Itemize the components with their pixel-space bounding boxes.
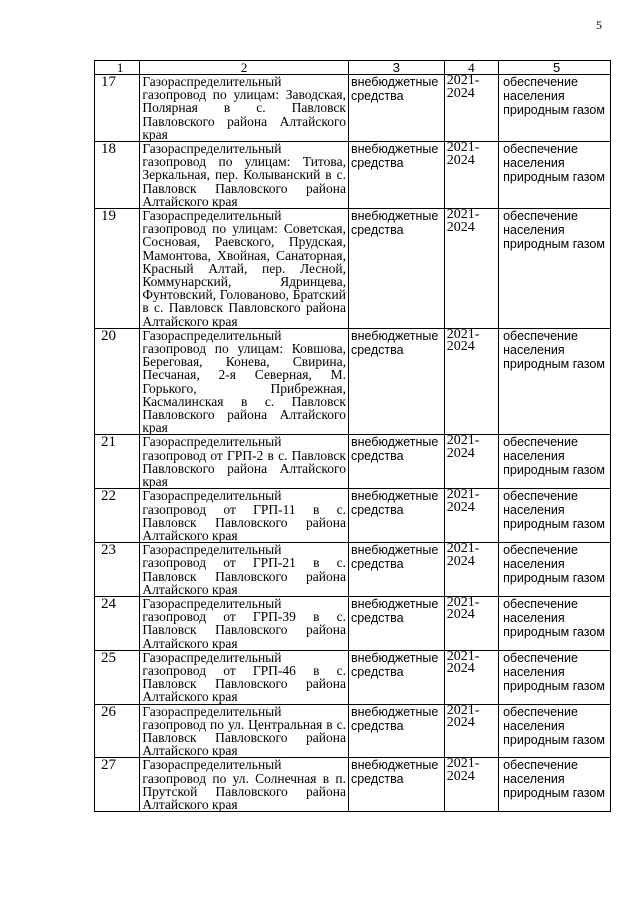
object-name-cell: Газораспределительный газопровод по ул. Центральная в с. Павловск Павловского района Алтайского края — [140, 704, 349, 758]
object-name-cell: Газораспределительный газопровод по улицам: Титова, Зеркальная, пер. Колыванский в с. Павловск Павловского района Алтайского края — [140, 142, 349, 209]
table-row — [95, 650, 611, 704]
expected-result-cell: обеспечение населения природным газом — [499, 704, 611, 758]
object-name-cell: Газораспределительный газопровод по улицам: Ковшова, Береговая, Конева, Свирина, Песчаная, 2-я Северная, М. Горького, Прибрежная, Касмалинская в с. Павловск Павловского района Алтайского края — [140, 328, 349, 435]
period-end: 2024 — [446, 715, 475, 731]
period-cell — [444, 704, 498, 758]
expected-result-cell: обеспечение населения природным газом — [499, 209, 611, 329]
period-start: 2021- — [446, 207, 480, 223]
row-number: 24 — [95, 596, 140, 650]
funding-source-cell: внебюджетные средства — [348, 328, 444, 435]
row-number: 25 — [95, 650, 140, 704]
expected-result-cell: обеспечение населения природным газом — [499, 142, 611, 209]
expected-result-cell: обеспечение населения природным газом — [499, 650, 611, 704]
object-name-cell: Газораспределительный газопровод по ул. Солнечная в п. Прутской Павловского района Алтайского края — [140, 758, 349, 812]
period-start: 2021- — [446, 756, 480, 772]
period-start: 2021- — [446, 541, 480, 557]
expected-result-cell: обеспечение населения природным газом — [499, 435, 611, 489]
period-cell — [444, 209, 498, 329]
row-number: 21 — [95, 435, 140, 489]
funding-source-cell: внебюджетные средства — [348, 704, 444, 758]
table-row — [95, 435, 611, 489]
funding-source-cell: внебюджетные средства — [348, 435, 444, 489]
row-number: 23 — [95, 543, 140, 597]
row-number: 19 — [95, 209, 140, 329]
period-cell — [444, 543, 498, 597]
table-row — [95, 328, 611, 435]
funding-source-cell: внебюджетные средства — [348, 209, 444, 329]
table-row — [95, 489, 611, 543]
funding-source-cell: внебюджетные средства — [348, 75, 444, 142]
table-header-row — [95, 61, 611, 75]
period-end: 2024 — [446, 607, 475, 623]
row-number: 26 — [95, 704, 140, 758]
column-header-1: 1 — [95, 61, 140, 75]
expected-result-cell: обеспечение населения природным газом — [499, 758, 611, 812]
period-cell — [444, 435, 498, 489]
object-name-cell: Газораспределительный газопровод по улицам: Советская, Сосновая, Раевского, Прудская, Мамонтова, Хвойная, Санаторная, Красный Алтай, пер. Лесной, Коммунарский, Ядринцева, Фунтовский, Голованово, Братский в с. Павловск Павловского района Алтайского края — [140, 209, 349, 329]
object-name-cell: Газораспределительный газопровод от ГРП-11 в с. Павловск Павловского района Алтайского края — [140, 489, 349, 543]
period-start: 2021- — [446, 433, 480, 449]
expected-result-cell: обеспечение населения природным газом — [499, 489, 611, 543]
period-cell — [444, 489, 498, 543]
page-number: 5 — [596, 18, 602, 32]
column-header-4: 4 — [444, 61, 498, 75]
funding-source-cell: внебюджетные средства — [348, 142, 444, 209]
expected-result-cell: обеспечение населения природным газом — [499, 596, 611, 650]
period-cell — [444, 758, 498, 812]
period-start: 2021- — [446, 487, 480, 503]
funding-source-cell: внебюджетные средства — [348, 596, 444, 650]
period-cell — [444, 142, 498, 209]
period-start: 2021- — [446, 648, 480, 664]
funding-source-cell: внебюджетные средства — [348, 543, 444, 597]
column-header-3: 3 — [348, 61, 444, 75]
row-number: 17 — [95, 75, 140, 142]
table-row — [95, 209, 611, 329]
period-end: 2024 — [446, 152, 475, 168]
period-cell — [444, 650, 498, 704]
period-end: 2024 — [446, 768, 475, 784]
period-start: 2021- — [446, 140, 480, 156]
table-row — [95, 75, 611, 142]
period-end: 2024 — [446, 553, 475, 569]
row-number: 22 — [95, 489, 140, 543]
table-body — [95, 75, 611, 812]
object-name-cell: Газораспределительный газопровод от ГРП-2 в с. Павловск Павловского района Алтайского края — [140, 435, 349, 489]
funding-source-cell: внебюджетные средства — [348, 758, 444, 812]
table-row — [95, 596, 611, 650]
period-start: 2021- — [446, 702, 480, 718]
row-number: 20 — [95, 328, 140, 435]
column-header-2: 2 — [140, 61, 349, 75]
object-name-cell: Газораспределительный газопровод от ГРП-21 в с. Павловск Павловского района Алтайского края — [140, 543, 349, 597]
period-end: 2024 — [446, 219, 475, 235]
period-cell — [444, 75, 498, 142]
period-start: 2021- — [446, 73, 480, 88]
row-number: 18 — [95, 142, 140, 209]
table-row — [95, 543, 611, 597]
column-header-5: 5 — [499, 61, 611, 75]
object-name-cell: Газораспределительный газопровод от ГРП-46 в с. Павловск Павловского района Алтайского края — [140, 650, 349, 704]
row-number: 27 — [95, 758, 140, 812]
period-end: 2024 — [446, 499, 475, 515]
table-row — [95, 142, 611, 209]
object-name-cell: Газораспределительный газопровод по улицам: Заводская, Полярная в с. Павловск Павловского района Алтайского края — [140, 75, 349, 142]
period-start: 2021- — [446, 594, 480, 610]
period-end: 2024 — [446, 445, 475, 461]
funding-source-cell: внебюджетные средства — [348, 650, 444, 704]
expected-result-cell: обеспечение населения природным газом — [499, 328, 611, 435]
period-end: 2024 — [446, 661, 475, 677]
period-end: 2024 — [446, 339, 475, 355]
table-row — [95, 758, 611, 812]
period-end: 2024 — [446, 85, 475, 101]
object-name-cell: Газораспределительный газопровод от ГРП-39 в с. Павловск Павловского района Алтайского края — [140, 596, 349, 650]
expected-result-cell: обеспечение населения природным газом — [499, 543, 611, 597]
period-start: 2021- — [446, 326, 480, 342]
expected-result-cell: обеспечение населения природным газом — [499, 75, 611, 142]
funding-source-cell: внебюджетные средства — [348, 489, 444, 543]
period-cell — [444, 328, 498, 435]
table-row — [95, 704, 611, 758]
period-cell — [444, 596, 498, 650]
program-table — [94, 60, 611, 812]
